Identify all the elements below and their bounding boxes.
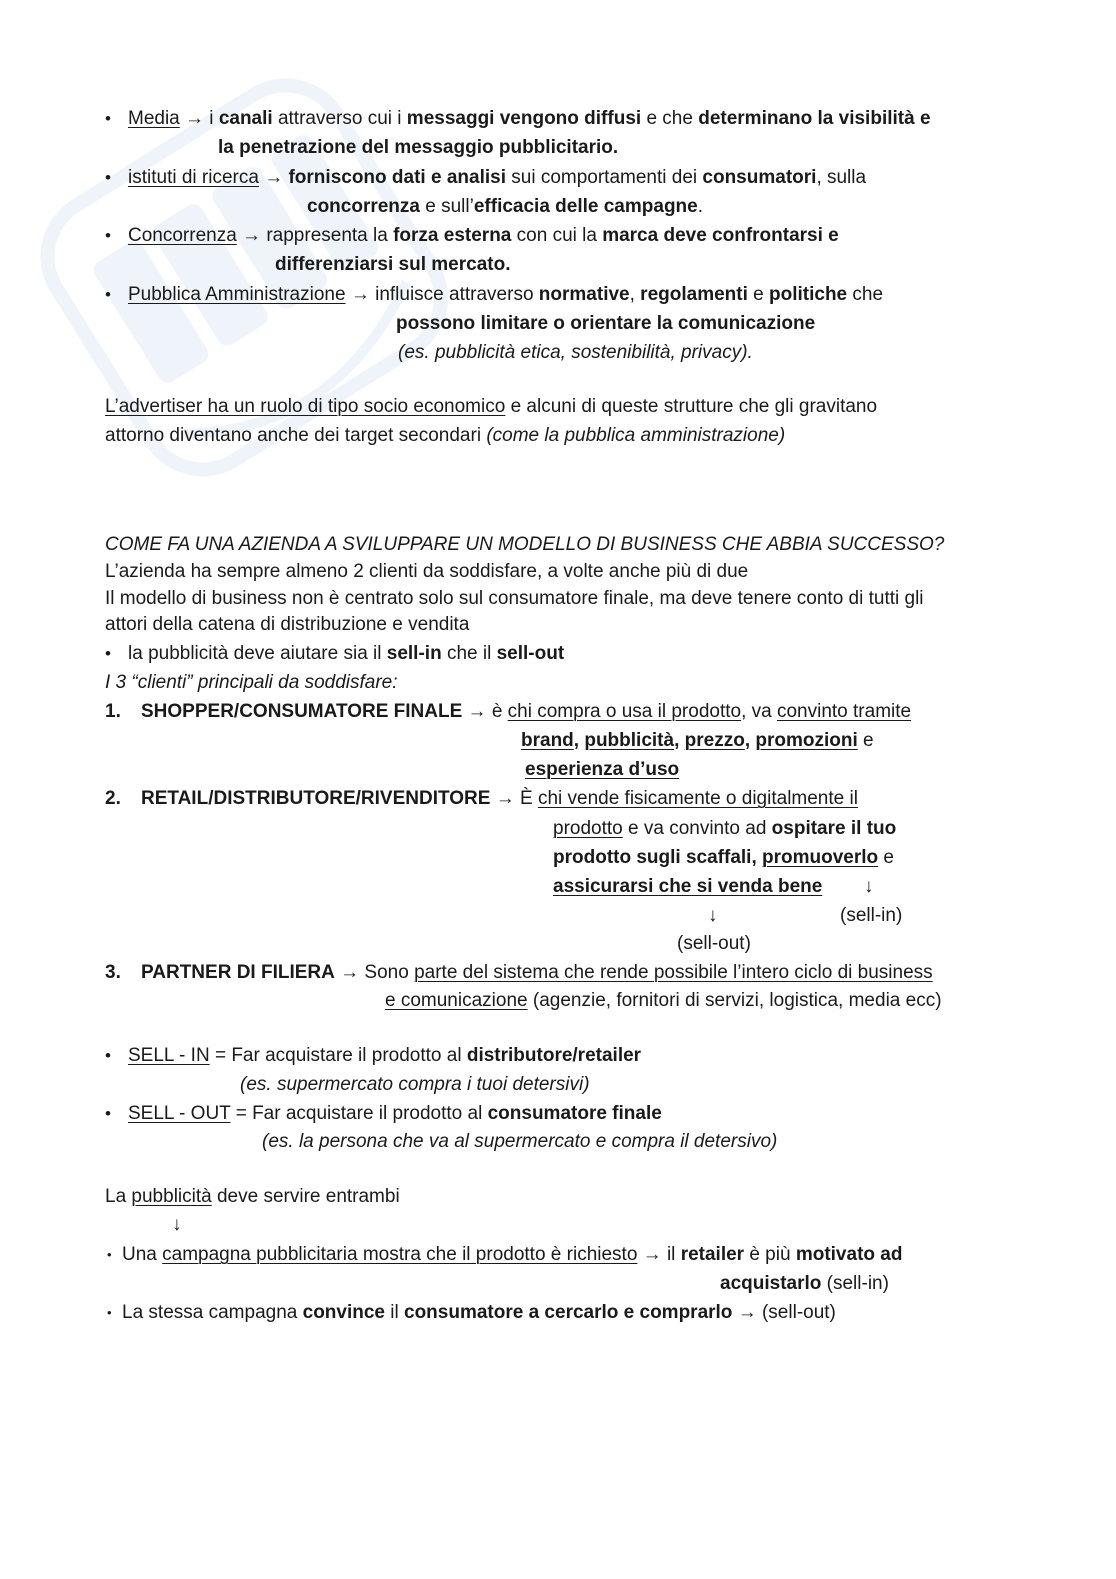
text: → influisce attraverso <box>345 284 539 305</box>
bold-text: , <box>674 730 685 751</box>
text: che il <box>441 643 497 664</box>
text: → i <box>179 108 219 129</box>
bullet-icon: • <box>107 1305 112 1320</box>
bullet-icon: • <box>105 1104 111 1123</box>
text: e che <box>641 108 699 129</box>
bold-text: consumatore a cercarlo e comprarlo <box>404 1302 733 1323</box>
term-research: istituti di ricerca <box>128 167 259 188</box>
bold-text: concorrenza <box>307 196 420 217</box>
text: con cui la <box>511 225 603 246</box>
bullet-icon: • <box>105 226 111 245</box>
text: la pubblicità deve aiutare sia il <box>128 643 387 664</box>
bold-text: normative <box>538 284 630 305</box>
paragraph-line: attori della catena di distribuzione e vendita <box>105 614 470 635</box>
bold-text: consumatori <box>702 167 817 188</box>
paragraph-line: Il modello di business non è centrato solo sul consumatore finale, ma deve tenere conto di tutti gli <box>105 588 924 609</box>
client-retail-continuation <box>553 846 894 870</box>
sell-in-example: (es. supermercato compra i tuoi detersivi) <box>240 1074 590 1095</box>
text: , sulla <box>816 167 867 188</box>
bullet-icon: • <box>105 285 111 304</box>
underlined-text: e comunicazione <box>385 990 528 1011</box>
underlined-text: chi vende fisicamente o digitalmente il <box>537 788 858 809</box>
term-public-administration: Pubblica Amministrazione <box>128 284 346 305</box>
underlined-text: prodotto <box>553 818 623 839</box>
bullet-icon: • <box>105 168 111 187</box>
client-title: RETAIL/DISTRIBUTORE/RIVENDITORE <box>141 788 491 809</box>
bold-underlined-text: promuoverlo <box>762 847 879 868</box>
bullet-icon: • <box>107 1247 112 1262</box>
client-shopper-continuation: esperienza d’uso <box>525 759 680 780</box>
bold-text: messaggi vengono diffusi <box>406 108 642 129</box>
sell-out-definition <box>128 1102 662 1126</box>
bold-text: marca deve confrontarsi e <box>602 225 839 246</box>
competition-item <box>128 224 839 248</box>
bold-text: sell-out <box>496 643 565 664</box>
list-number: 2. <box>105 788 121 809</box>
bold-text: forniscono dati e analisi <box>288 167 506 188</box>
bold-underlined-text: promozioni <box>755 730 858 751</box>
campaign-retailer-item <box>122 1243 902 1267</box>
client-retail-continuation: assicurarsi che si venda bene <box>553 876 823 897</box>
underlined-text: parte del sistema che rende possibile l’intero ciclo di business <box>414 962 933 983</box>
down-arrow-icon: ↓ <box>708 905 718 926</box>
text: (agenzie, fornitori di servizi, logistica, media ecc) <box>527 990 942 1011</box>
advertising-paragraph <box>105 1185 400 1209</box>
text: sui comportamenti dei <box>505 167 703 188</box>
text: → rappresenta la <box>236 225 394 246</box>
text: deve servire entrambi <box>211 1186 400 1207</box>
text: Una <box>122 1244 163 1265</box>
underlined-text: convinto tramite <box>776 701 912 722</box>
text: e <box>857 730 874 751</box>
bold-text: motivato ad <box>795 1244 903 1265</box>
bold-underlined-text: prezzo <box>684 730 745 751</box>
term-competition: Concorrenza <box>128 225 237 246</box>
bold-text: determinano la visibilità e <box>698 108 931 129</box>
clients-heading: I 3 “clienti” principali da soddisfare: <box>105 672 398 693</box>
text: è più <box>744 1244 796 1265</box>
bold-text: consumatore finale <box>487 1103 662 1124</box>
bold-text: acquistarlo <box>720 1273 822 1294</box>
text: → È <box>490 788 538 809</box>
sell-in-definition <box>128 1044 641 1068</box>
bold-underlined-text: brand <box>521 730 574 751</box>
bold-text: , <box>744 730 756 751</box>
client-title: PARTNER DI FILIERA <box>141 962 335 983</box>
research-item <box>128 166 866 190</box>
text: attorno diventano anche dei target secondari <box>105 425 487 446</box>
bold-text: retailer <box>680 1244 745 1265</box>
bullet-icon: • <box>105 644 111 663</box>
competition-item-continuation: differenziarsi sul mercato. <box>275 254 511 275</box>
underlined-text: pubblicità <box>131 1186 212 1207</box>
bold-text: prodotto sugli scaffali, <box>553 847 763 868</box>
text: e va convinto ad <box>622 818 772 839</box>
bold-text: regolamenti <box>640 284 748 305</box>
bold-text: efficacia delle campagne <box>473 196 698 217</box>
media-item-continuation: la penetrazione del messaggio pubblicitario. <box>218 137 619 158</box>
italic-text: (come la pubblica amministrazione) <box>486 425 786 446</box>
text: . <box>697 196 704 217</box>
client-retail <box>141 787 858 811</box>
client-partner-continuation <box>385 989 942 1013</box>
public-administration-continuation: possono limitare o orientare la comunicazione <box>396 313 816 334</box>
term-sell-out: SELL - OUT <box>128 1103 231 1124</box>
client-shopper <box>141 700 911 724</box>
bullet-icon: • <box>105 1046 111 1065</box>
down-arrow-icon: ↓ <box>172 1214 182 1235</box>
text: → è <box>462 701 508 722</box>
underlined-text: campagna pubblicitaria mostra che il prodotto è richiesto <box>162 1244 638 1265</box>
underlined-text: L’advertiser ha un ruolo di tipo socio economico <box>105 396 506 417</box>
list-number: 3. <box>105 962 121 983</box>
text: , va <box>741 701 777 722</box>
bold-text: convince <box>302 1302 385 1323</box>
text: (sell-in) <box>821 1273 889 1294</box>
public-administration-item <box>128 283 883 307</box>
text: , <box>629 284 641 305</box>
text: La <box>105 1186 132 1207</box>
text: attraverso cui i <box>272 108 407 129</box>
public-administration-example: (es. pubblicità etica, sostenibilità, privacy). <box>398 342 753 363</box>
text: → il <box>637 1244 681 1265</box>
client-partner <box>141 961 933 985</box>
campaign-retailer-continuation <box>720 1272 889 1296</box>
list-number: 1. <box>105 701 121 722</box>
text: = Far acquistare il prodotto al <box>209 1045 467 1066</box>
text: e alcuni di queste strutture che gli gravitano <box>505 396 878 417</box>
advertiser-paragraph-continuation <box>105 424 785 448</box>
sell-out-label: (sell-out) <box>677 933 751 954</box>
sell-in-out-item <box>128 642 564 666</box>
client-title: SHOPPER/CONSUMATORE FINALE <box>141 701 463 722</box>
bold-text: distributore/retailer <box>466 1045 642 1066</box>
sell-in-label: (sell-in) <box>840 905 903 926</box>
text: La stessa campagna <box>122 1302 303 1323</box>
term-media: Media <box>128 108 180 129</box>
bold-text: canali <box>218 108 273 129</box>
client-shopper-continuation <box>521 729 874 753</box>
text: che <box>847 284 884 305</box>
advertiser-paragraph <box>105 395 877 419</box>
text: e <box>747 284 769 305</box>
text: il <box>385 1302 404 1323</box>
research-item-continuation <box>307 195 703 219</box>
bold-text: sell-in <box>386 643 442 664</box>
paragraph-line: L’azienda ha sempre almeno 2 clienti da soddisfare, a volte anche più di due <box>105 561 749 582</box>
sell-out-example: (es. la persona che va al supermercato e compra il detersivo) <box>262 1131 778 1152</box>
underlined-text: chi compra o usa il prodotto <box>507 701 742 722</box>
bullet-icon: • <box>105 109 111 128</box>
client-retail-continuation <box>553 817 896 841</box>
section-heading: COME FA UNA AZIENDA A SVILUPPARE UN MODELLO DI BUSINESS CHE ABBIA SUCCESSO? <box>105 534 945 555</box>
media-item <box>128 107 931 131</box>
text: e <box>878 847 894 868</box>
text: = Far acquistare il prodotto al <box>230 1103 488 1124</box>
bold-text: , <box>573 730 585 751</box>
text: → (sell-out) <box>732 1302 836 1323</box>
text: → Sono <box>334 962 415 983</box>
bold-text: forza esterna <box>393 225 512 246</box>
text: e sull’ <box>419 196 474 217</box>
down-arrow-icon: ↓ <box>864 876 874 897</box>
bold-text: politiche <box>769 284 848 305</box>
text: → <box>258 167 289 188</box>
term-sell-in: SELL - IN <box>128 1045 210 1066</box>
bold-text: ospitare il tuo <box>771 818 897 839</box>
campaign-consumer-item <box>122 1301 836 1325</box>
bold-underlined-text: pubblicità <box>584 730 675 751</box>
